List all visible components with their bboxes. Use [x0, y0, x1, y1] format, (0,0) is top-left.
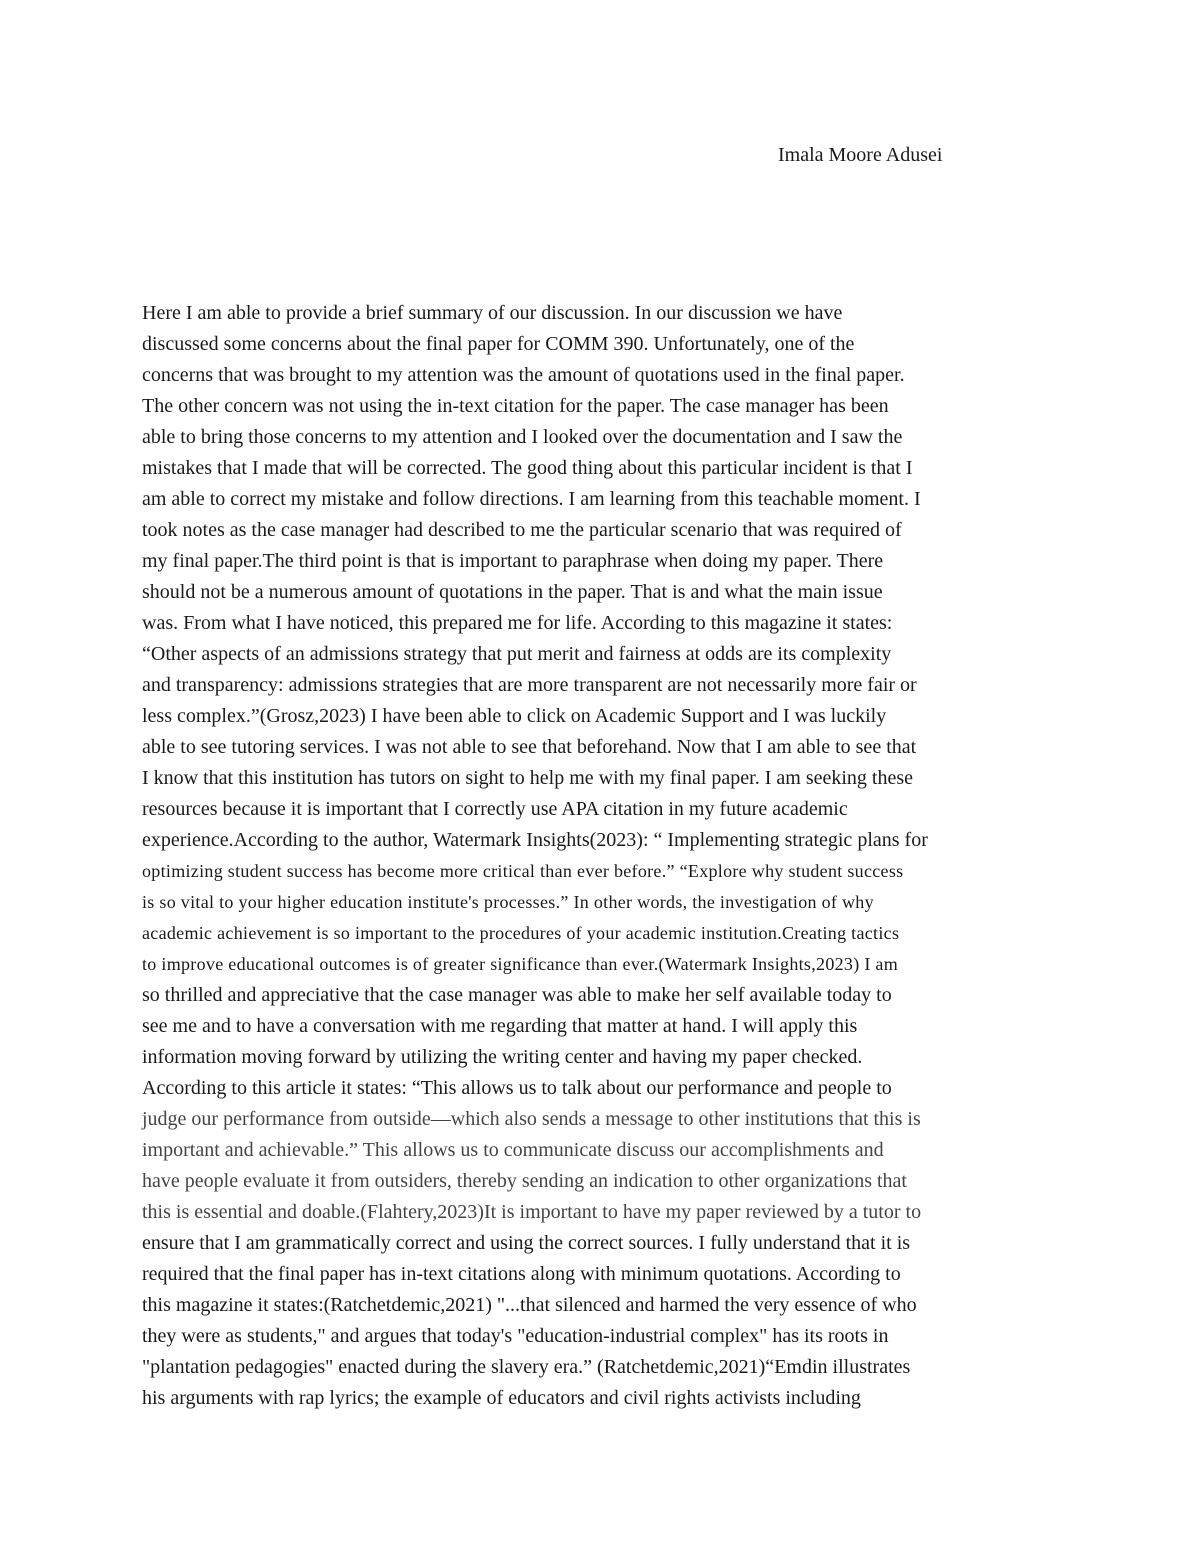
text-line: The other concern was not using the in-text citation for the paper. The case manager has been — [142, 395, 889, 417]
text-line: this is essential and doable.(Flahtery,2023)It is important to have my paper reviewed by a tutor to — [142, 1201, 922, 1223]
text-line: his arguments with rap lyrics; the example of educators and civil rights activists including — [142, 1387, 861, 1409]
text-line: see me and to have a conversation with me regarding that matter at hand. I will apply this — [142, 1015, 858, 1037]
text-line: able to see tutoring services. I was not able to see that beforehand. Now that I am able to see that — [142, 736, 917, 758]
text-line: discussed some concerns about the final paper for COMM 390. Unfortunately, one of the — [142, 333, 855, 355]
text-line: “Other aspects of an admissions strategy that put merit and fairness at odds are its complexity — [142, 643, 892, 665]
text-line: resources because it is important that I correctly use APA citation in my future academic — [142, 798, 848, 820]
text-line: my final paper.The third point is that is important to paraphrase when doing my paper. There — [142, 550, 884, 572]
text-line: experience.According to the author, Watermark Insights(2023): “ Implementing strategic plans for — [142, 829, 928, 851]
text-line: took notes as the case manager had described to me the particular scenario that was required of — [142, 519, 902, 541]
text-line: have people evaluate it from outsiders, thereby sending an indication to other organizations that — [142, 1170, 907, 1192]
text-line: able to bring those concerns to my attention and I looked over the documentation and I saw the — [142, 426, 903, 448]
text-line: less complex.”(Grosz,2023) I have been able to click on Academic Support and I was luckily — [142, 705, 887, 727]
text-line: academic achievement is so important to the procedures of your academic institution.Creating tactics — [142, 923, 900, 943]
text-line: is so vital to your higher education institute's processes.” In other words, the investigation of why — [142, 892, 874, 912]
text-line: required that the final paper has in-text citations along with minimum quotations. According to — [142, 1263, 901, 1285]
text-line: ensure that I am grammatically correct and using the correct sources. I fully understand that it is — [142, 1232, 911, 1254]
text-line: Here I am able to provide a brief summary of our discussion. In our discussion we have — [142, 302, 843, 324]
text-line: they were as students," and argues that today's "education-industrial complex" has its roots in — [142, 1325, 889, 1347]
text-line: I know that this institution has tutors on sight to help me with my final paper. I am seeking these — [142, 767, 914, 789]
text-line: to improve educational outcomes is of greater significance than ever.(Watermark Insights,2023) I am — [142, 954, 899, 974]
text-line: important and achievable.” This allows us to communicate discuss our accomplishments and — [142, 1139, 884, 1161]
text-line: According to this article it states: “This allows us to talk about our performance and people to — [142, 1077, 892, 1099]
body-paragraph — [142, 298, 1072, 1414]
text-line: and transparency: admissions strategies that are more transparent are not necessarily more fair or — [142, 674, 917, 696]
text-line: so thrilled and appreciative that the case manager was able to make her self available today to — [142, 984, 892, 1006]
text-line: concerns that was brought to my attention was the amount of quotations used in the final paper. — [142, 364, 905, 386]
author-name: Imala Moore Adusei — [778, 144, 943, 166]
text-line: mistakes that I made that will be corrected. The good thing about this particular incident is that I — [142, 457, 913, 479]
text-line: judge our performance from outside—which also sends a message to other institutions that this is — [142, 1108, 921, 1130]
text-line: information moving forward by utilizing the writing center and having my paper checked. — [142, 1046, 863, 1068]
text-line: "plantation pedagogies" enacted during the slavery era.” (Ratchetdemic,2021)“Emdin illustrates — [142, 1356, 911, 1378]
text-line: should not be a numerous amount of quotations in the paper. That is and what the main issue — [142, 581, 883, 603]
text-line: am able to correct my mistake and follow directions. I am learning from this teachable moment. I — [142, 488, 921, 510]
text-line: this magazine it states:(Ratchetdemic,2021) "...that silenced and harmed the very essence of who — [142, 1294, 917, 1316]
text-line: optimizing student success has become more critical than ever before.” “Explore why student success — [142, 861, 904, 881]
text-line: was. From what I have noticed, this prepared me for life. According to this magazine it states: — [142, 612, 893, 634]
